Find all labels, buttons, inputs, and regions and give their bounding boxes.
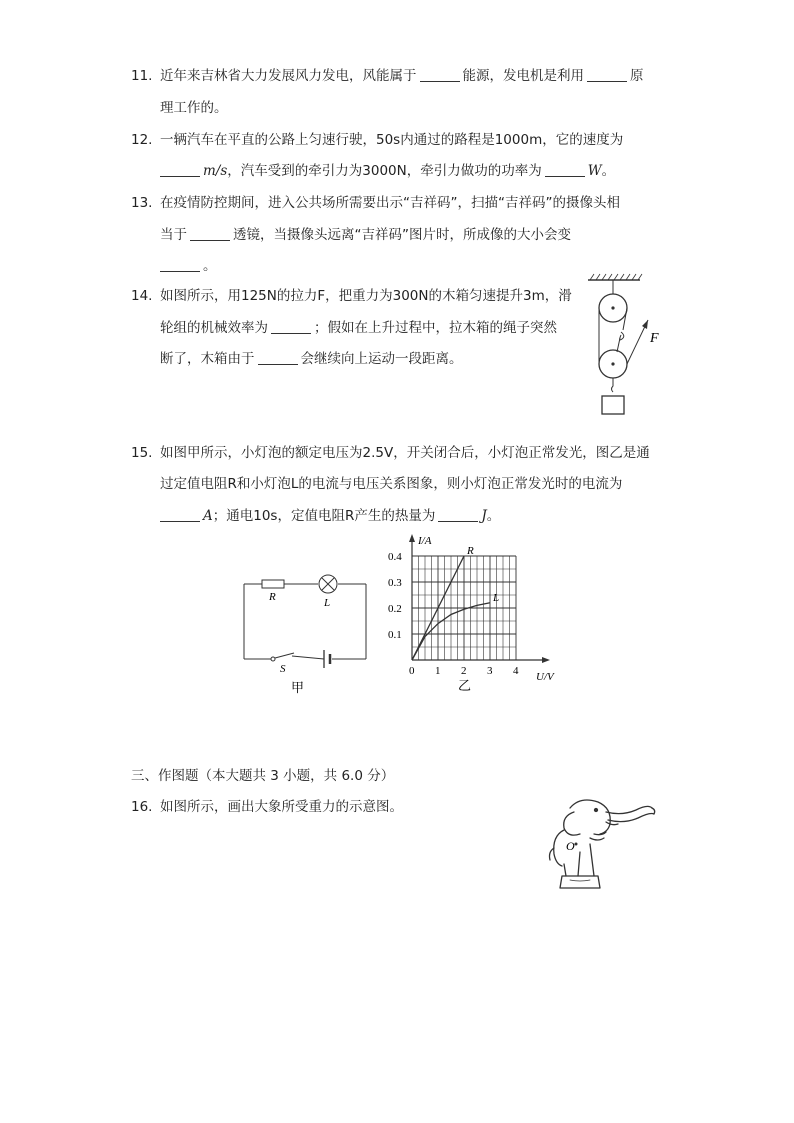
y-tick-label: 0.4 xyxy=(388,551,402,563)
question-number: 11. xyxy=(131,68,153,84)
question-line: A；通电10s，定值电阻R产生的热量为 J。 xyxy=(160,506,500,526)
force-label: F xyxy=(650,331,659,346)
question-number: 13. xyxy=(131,195,153,211)
question-line: 近年来吉林省大力发展风力发电，风能属于 能源，发电机是利用 原 xyxy=(160,68,644,84)
answer-blank[interactable] xyxy=(160,257,200,272)
y-tick-label: 0.1 xyxy=(388,629,402,641)
question-line: 过定值电阻R和小灯泡L的电流与电压关系图象，则小灯泡正常发光时的电流为 xyxy=(160,476,623,492)
iv-graph xyxy=(384,530,560,698)
answer-blank[interactable] xyxy=(258,350,298,365)
lamp-label: L xyxy=(324,597,331,609)
question-line: 在疫情防控期间，进入公共场所需要出示“吉祥码”，扫描“吉祥码”的摄像头相 xyxy=(160,195,620,211)
x-tick-label: 1 xyxy=(435,665,441,677)
battery-symbol xyxy=(324,650,330,668)
resistor-symbol xyxy=(262,580,284,588)
x-tick-label: 4 xyxy=(513,665,519,677)
question-line: 如图所示，用125N的拉力F，把重力为300N的木箱匀速提升3m，滑 xyxy=(160,288,572,304)
answer-blank[interactable] xyxy=(271,319,311,334)
answer-blank[interactable] xyxy=(160,162,200,177)
switch-label: S xyxy=(280,663,286,675)
resistor-label: R xyxy=(269,591,276,603)
question-number: 15. xyxy=(131,445,153,461)
answer-blank[interactable] xyxy=(438,507,478,522)
x-axis-arrow xyxy=(542,657,550,663)
question-number: 14. xyxy=(131,288,153,304)
x-axis-label: U/V xyxy=(536,671,554,683)
question-number: 16. xyxy=(131,799,153,815)
series-label-R: R xyxy=(467,545,474,557)
circuit-diagram xyxy=(236,570,376,696)
elephant-figure xyxy=(540,794,664,894)
y-tick-label: 0.3 xyxy=(388,577,402,589)
series-label-L: L xyxy=(493,591,500,604)
graph-caption: 乙 xyxy=(458,678,472,693)
question-line: 轮组的机械效率为 ；假如在上升过程中，拉木箱的绳子突然 xyxy=(160,320,557,336)
y-tick-label: 0.2 xyxy=(388,603,402,615)
section-heading: 三、作图题（本大题共 3 小题，共 6.0 分） xyxy=(131,768,395,784)
x-tick-label: 3 xyxy=(487,665,493,677)
question-line: 断了，木箱由于 会继续向上运动一段距离。 xyxy=(160,351,463,367)
center-of-gravity-label: O xyxy=(566,839,575,853)
question-line: 如图所示，画出大象所受重力的示意图。 xyxy=(160,799,403,815)
pulley-diagram xyxy=(580,272,670,422)
question-line: 当于 透镜，当摄像头远离“吉祥码”图片时，所成像的大小会变 xyxy=(160,227,571,243)
y-axis-arrow xyxy=(409,534,415,542)
answer-blank[interactable] xyxy=(545,162,585,177)
question-number: 12. xyxy=(131,132,153,148)
answer-blank[interactable] xyxy=(160,507,200,522)
question-line: 理工作的。 xyxy=(160,100,228,116)
answer-blank[interactable] xyxy=(190,226,230,241)
y-axis-label: I/A xyxy=(418,535,432,547)
question-line: 一辆汽车在平直的公路上匀速行驶，50s内通过的路程是1000m，它的速度为 xyxy=(160,132,624,148)
answer-blank[interactable] xyxy=(587,67,627,82)
answer-blank[interactable] xyxy=(420,67,460,82)
x-tick-label: 0 xyxy=(409,665,415,677)
switch-symbol xyxy=(271,653,294,661)
lamp-symbol xyxy=(319,575,337,593)
question-line: m/s，汽车受到的牵引力为3000N，牵引力做功的功率为 W。 xyxy=(160,161,615,181)
question-line: 。 xyxy=(160,256,217,276)
circuit-caption: 甲 xyxy=(291,680,305,695)
question-line: 如图甲所示，小灯泡的额定电压为2.5V，开关闭合后，小灯泡正常发光，图乙是通 xyxy=(160,445,650,461)
x-tick-label: 2 xyxy=(461,665,467,677)
